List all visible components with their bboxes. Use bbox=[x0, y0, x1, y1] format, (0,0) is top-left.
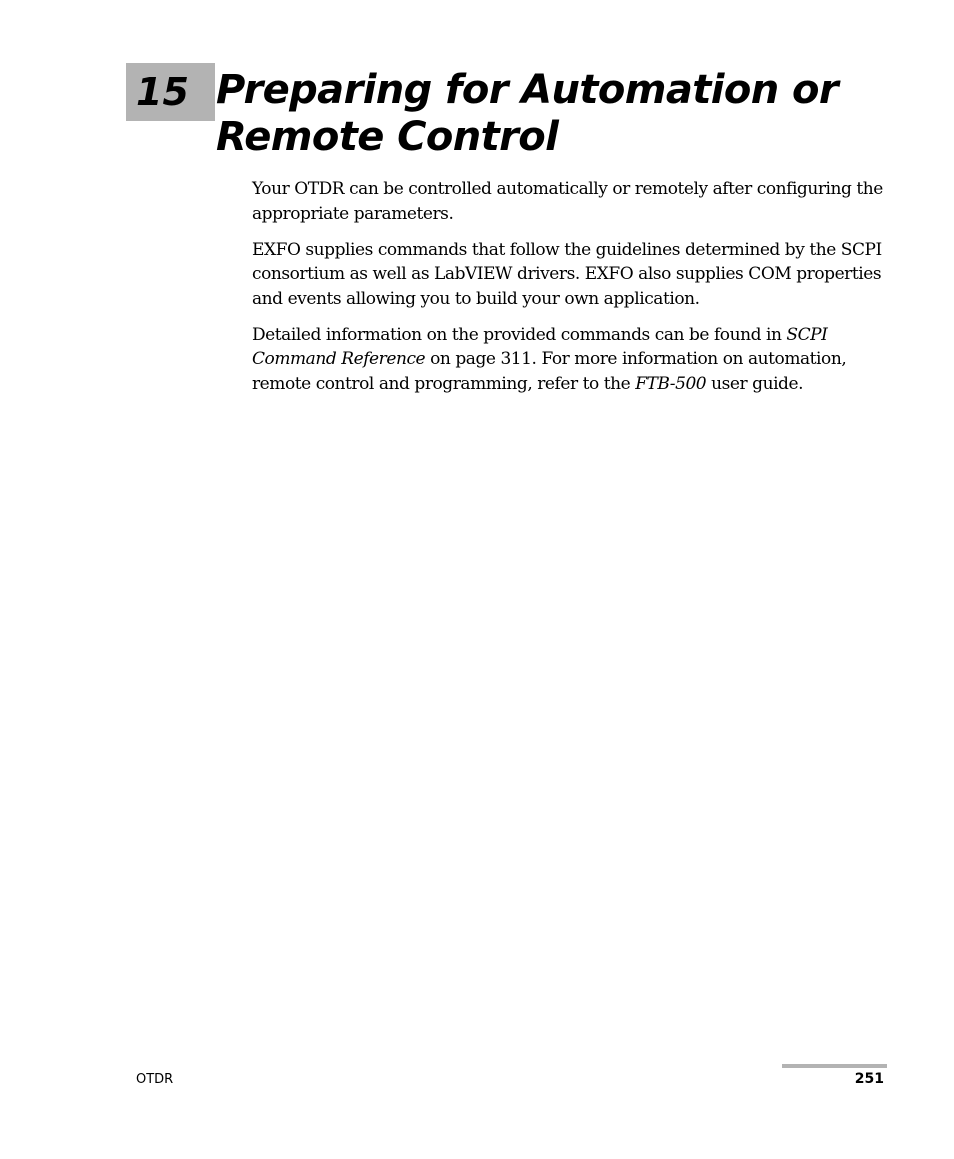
paragraph-references-text-1: Detailed information on the provided commands can be found in bbox=[252, 324, 787, 345]
body-text bbox=[252, 177, 892, 408]
chapter-title-line1: Preparing for Automation or bbox=[216, 67, 839, 113]
chapter-title bbox=[216, 67, 936, 161]
paragraph-references bbox=[252, 323, 892, 397]
paragraph-references-text-3: user guide. bbox=[706, 373, 804, 394]
footer-page-number: 251 bbox=[854, 1071, 884, 1087]
chapter-title-line2: Remote Control bbox=[216, 114, 559, 160]
chapter-number: 15 bbox=[136, 70, 189, 114]
paragraph-intro: Your OTDR can be controlled automatically or remotely after configuring the appropriate parameters. bbox=[252, 179, 883, 224]
ftb-500-guide-reference: FTB-500 bbox=[635, 373, 707, 394]
footer-divider bbox=[782, 1064, 887, 1068]
paragraph-commands: EXFO supplies commands that follow the guidelines determined by the SCPI consortium as well as LabVIEW drivers. EXFO also supplies COM properties and events allowing you to build your own application. bbox=[252, 239, 882, 309]
footer-product-name: OTDR bbox=[136, 1072, 174, 1087]
paragraph-references-text-2: on page 311. For more information on automation, remote control and programming, refer to the bbox=[252, 349, 847, 394]
scpi-command-reference-link[interactable]: SCPI Command Reference bbox=[252, 324, 828, 369]
